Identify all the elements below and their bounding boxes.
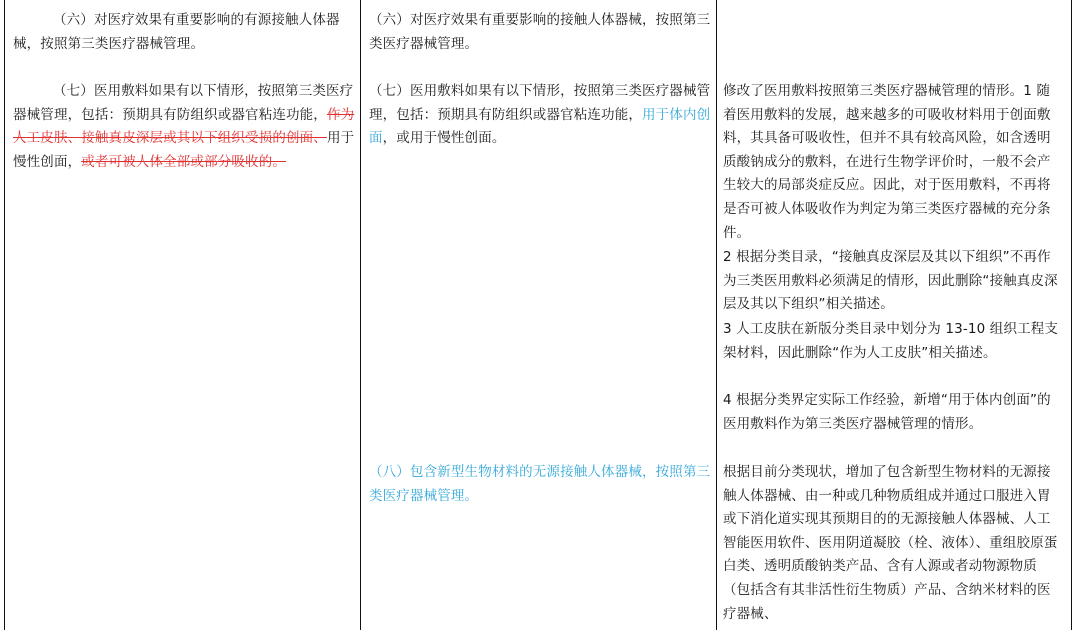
explanation-note-3: 3 人工皮肤在新版分类目录中划分为 13-10 组织工程支架材料，因此删除“作为人工皮肤”相关描述。	[723, 321, 1059, 361]
original-text-column	[5, 0, 361, 630]
explanation-note-5: 根据目前分类现状，增加了包含新型生物材料的无源接触人体器械、由一种或几种物质组成并通过口服进入胃或下消化道实现其预期目的的无源接触人体器械、人工智能医用软件、医用阴道凝胶（栓、液体）、重组胶原蛋白类、透明质酸钠类产品、含有人源或者动物源物质（包括含有其非活性衍生物质）产品、含纳米材料的医疗器械、	[723, 464, 1058, 622]
explanation-note-4: 4 根据分类界定实际工作经验，新增“用于体内创面”的医用敷料作为第三类医疗器械管理的情形。	[723, 392, 1051, 432]
explanation-column	[717, 0, 1071, 630]
inserted-text: 用于体内创面	[369, 106, 711, 147]
deleted-text: 或者可被人体全部或部分吸收的。	[81, 153, 286, 170]
comparison-table	[4, 0, 1072, 630]
revised-clause-7: （七）医用敷料如果有以下情形，按照第三类医疗器械管理，包括：预期具有防组织或器官粘连功能，用于体内创面，或用于慢性创面。	[369, 83, 711, 147]
original-clause-6: （六）对医疗效果有重要影响的有源接触人体器械，按照第三类医疗器械管理。	[13, 12, 340, 52]
deleted-text: 作为人工皮肤、接触真皮深层或其以下组织受损的创面、	[13, 106, 355, 147]
explanation-note-2: 2 根据分类目录，“接触真皮深层及其以下组织”不再作为三类医用敷料必须满足的情形，因此删除“接触真皮深层及其以下组织”相关描述。	[723, 249, 1058, 313]
original-clause-7: （七）医用敷料如果有以下情形，按照第三类医疗器械管理，包括：预期具有防组织或器官粘连功能，作为人工皮肤、接触真皮深层或其以下组织受损的创面、用于慢性创面，或者可被人体全部或部分吸收的。	[13, 83, 355, 170]
revised-clause-8: （八）包含新型生物材料的无源接触人体器械，按照第三类医疗器械管理。	[369, 464, 711, 504]
revised-text-column	[361, 0, 717, 630]
explanation-note-1: 修改了医用敷料按照第三类医疗器械管理的情形。1 随着医用敷料的发展，越来越多的可吸收材料用于创面敷料，其具备可吸收性，但并不具有较高风险，如含透明质酸钠成分的敷料，在进行生物学评价时，一般不会产生较大的局部炎症反应。因此，对于医用敷料，不再将是否可被人体吸收作为判定为第三类医疗器械的充分条件。	[723, 83, 1051, 241]
revised-clause-6: （六）对医疗效果有重要影响的接触人体器械，按照第三类医疗器械管理。	[369, 12, 711, 52]
